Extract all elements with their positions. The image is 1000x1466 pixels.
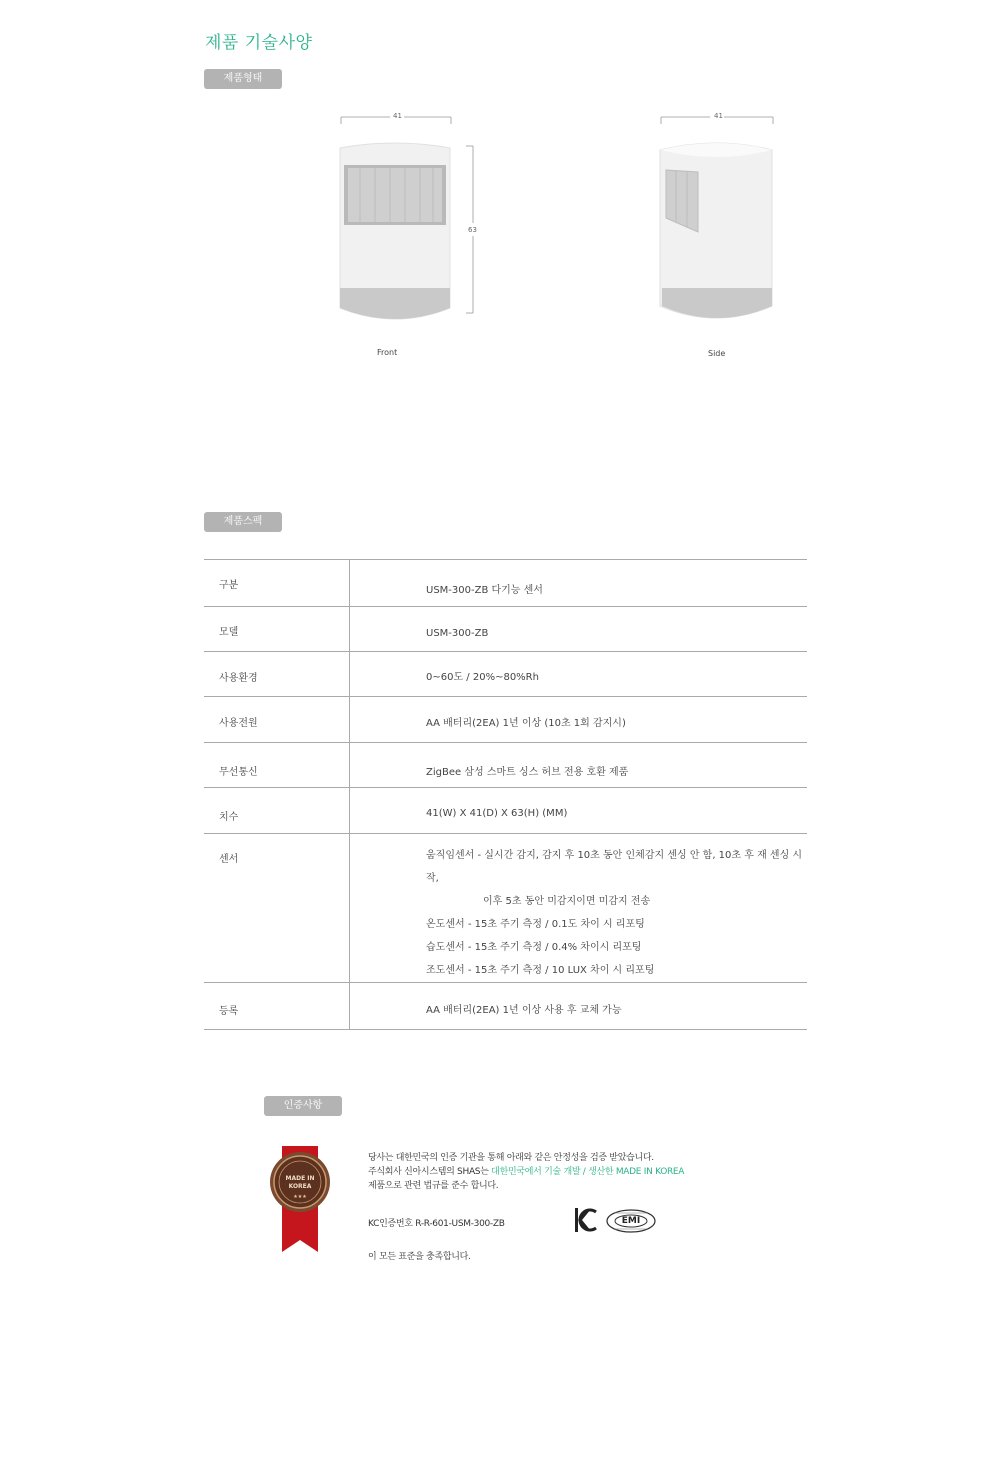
cert-line-3: 제품으로 관련 법규를 준수 합니다.: [368, 1181, 499, 1191]
section-label-cert: 인증사항: [264, 1096, 342, 1116]
side-figure: [650, 108, 790, 328]
spec-value: AA 배터리(2EA) 1년 이상 사용 후 교체 가능: [350, 983, 808, 1030]
spec-key: 모델: [204, 607, 350, 652]
spec-key: 사용환경: [204, 652, 350, 697]
made-in-korea-badge: [264, 1146, 336, 1254]
side-caption: Side: [708, 349, 726, 358]
page-title: 제품 기술사양: [205, 33, 313, 53]
badge-text: MADE IN KOREA: [285, 1175, 315, 1190]
front-sensor-body: [340, 143, 450, 319]
section-label-spec: 제품스펙: [204, 512, 282, 532]
emi-label: EMI: [621, 1216, 641, 1226]
svg-text:★★★: ★★★: [293, 1194, 307, 1200]
spec-table: [204, 559, 807, 1030]
front-figure: [330, 108, 490, 328]
sensor-line: 움직임센서 - 실시간 감지, 감지 후 10초 동안 인체감지 센싱 안 함, 10초 후 재 센싱 시작,: [426, 850, 803, 884]
spec-key: 등록: [204, 983, 350, 1030]
spec-key: 무선통신: [204, 743, 350, 788]
spec-key: 사용전원: [204, 697, 350, 743]
spec-key: 구분: [204, 560, 350, 607]
side-sensor-body: [660, 143, 772, 318]
section-label-shape: 제품형태: [204, 69, 282, 89]
kc-mark-icon: [574, 1206, 598, 1234]
cert-footer: 이 모든 표준을 충족합니다.: [368, 1252, 471, 1262]
spec-value: 0~60도 / 20%~80%Rh: [350, 652, 808, 697]
spec-value: USM-300-ZB: [350, 607, 808, 652]
cert-line-1: 당사는 대한민국의 인증 기관을 통해 아래와 같은 안정성을 검증 받았습니다.: [368, 1153, 654, 1163]
cert-description: [368, 1151, 684, 1193]
table-row: [204, 834, 807, 983]
cert-highlight: 대한민국에서 기술 개발 / 생산한 MADE IN KOREA: [491, 1167, 685, 1177]
emi-mark-icon: [605, 1208, 657, 1234]
front-width-label: 41: [393, 112, 402, 120]
sensor-line: 이후 5초 동안 미감지이면 미감지 전송: [483, 896, 651, 907]
spec-key: 치수: [204, 788, 350, 834]
spec-value: 41(W) X 41(D) X 63(H) (MM): [350, 788, 808, 834]
table-row: [204, 983, 807, 1030]
spec-value-sensors: [350, 834, 808, 983]
side-width-label: 41: [714, 112, 723, 120]
table-row: [204, 743, 807, 788]
table-row: [204, 560, 807, 607]
spec-value: ZigBee 삼성 스마트 싱스 허브 전용 호환 제품: [350, 743, 808, 788]
spec-value: USM-300-ZB 다기능 센서: [350, 560, 808, 607]
spec-value: AA 배터리(2EA) 1년 이상 (10초 1회 감지시): [350, 697, 808, 743]
kc-number: KC인증번호 R-R-601-USM-300-ZB: [368, 1219, 505, 1229]
table-row: [204, 788, 807, 834]
cert-line-2: 주식회사 신아시스템의 SHAS는 대한민국에서 기술 개발 / 생산한 MADE IN KOREA: [368, 1167, 685, 1177]
table-row: [204, 607, 807, 652]
sensor-line: 조도센서 - 15초 주기 측정 / 10 LUX 차이 시 리포팅: [426, 965, 655, 976]
table-row: [204, 697, 807, 743]
sensor-line: 습도센서 - 15초 주기 측정 / 0.4% 차이시 리포팅: [426, 942, 642, 953]
table-row: [204, 652, 807, 697]
sensor-line: 온도센서 - 15초 주기 측정 / 0.1도 차이 시 리포팅: [426, 919, 645, 930]
spec-key: 센서: [204, 834, 350, 983]
front-caption: Front: [377, 348, 398, 357]
front-height-label: 63: [468, 226, 477, 234]
